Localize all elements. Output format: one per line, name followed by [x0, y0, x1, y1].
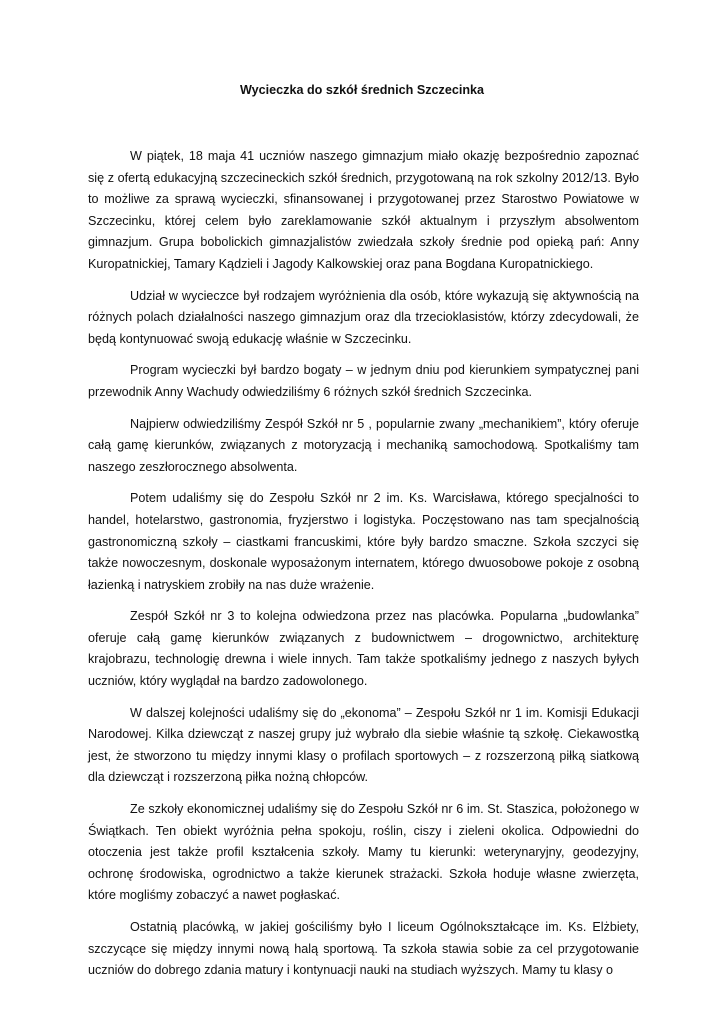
paragraph-5: Potem udaliśmy się do Zespołu Szkół nr 2 im. Ks. Warcisława, którego specjalności to handel, hotelarstwo, gastronomia, fryzjerstwo i logistyka. Poczęstowano nas tam specjalnością gastronomiczną szkoły – ciastkami francuskimi, które były bardzo smaczne. Szkoła szczyci się także nowoczesnym, doskonale wyposażonym internatem, którego dwuosobowe pokoje z osobną łazienką i natryskiem zrobiły na nas duże wrażenie.	[88, 491, 639, 592]
paragraph-1: W piątek, 18 maja 41 uczniów naszego gimnazjum miało okazję bezpośrednio zapoznać się z ofertą edukacyjną szczecineckich szkół średnich, przygotowaną na rok szkolny 2012/13. Było to możliwe za sprawą wycieczki, sfinansowanej i przygotowanej przez Starostwo Powiatowe w Szczecinku, której celem było zareklamowanie szkół aktualnym i przyszłym absolwentom gimnazjum. Grupa bobolickich gimnazjalistów zwiedzała szkoły średnie pod opieką pań: Anny Kuropatnickiej, Tamary Kądzieli i Jagody Kalkowskiej oraz pana Bogdana Kuropatnickiego.	[88, 149, 639, 271]
paragraph-9: Ostatnią placówką, w jakiej gościliśmy było I liceum Ogólnokształcące im. Ks. Elżbiety, szczycące się między innymi nową halą sportową. Ta szkoła stawia sobie za cel przygotowanie uczniów do dobrego zdania matury i kontynuacji nauki na studiach wyższych. Mamy tu klasy o	[88, 920, 639, 978]
paragraph-4: Najpierw odwiedziliśmy Zespół Szkół nr 5 , popularnie zwany „mechanikiem”, który oferuje całą gamę kierunków, związanych z motoryzacją i mechaniką samochodową. Spotkaliśmy tam naszego zeszłorocznego absolwenta.	[88, 416, 639, 474]
paragraph-6: Zespół Szkół nr 3 to kolejna odwiedzona przez nas placówka. Popularna „budowlanka” oferuje całą gamę kierunków związanych z budownictwem – drogownictwo, architekturę krajobrazu, technologię drewna i wiele innych. Tam także spotkaliśmy jednego z naszych byłych uczniów, który wyglądał na bardzo zadowolonego.	[88, 609, 639, 689]
paragraph-2: Udział w wycieczce był rodzajem wyróżnienia dla osób, które wykazują się aktywnością na różnych polach działalności naszego gimnazjum oraz dla trzecioklasistów, którzy zdecydowali, że będą kontynuować swoją edukację właśnie w Szczecinku.	[88, 288, 639, 346]
document-body	[88, 146, 639, 982]
paragraph-8: Ze szkoły ekonomicznej udaliśmy się do Zespołu Szkół nr 6 im. St. Staszica, położonego w Świątkach. Ten obiekt wyróżnia pełna spokoju, roślin, ciszy i zieleni okolica. Odpowiedni do otoczenia jest także profil kształcenia szkoły. Mamy tu kierunki: weterynaryjny, geodezyjny, ochronę środowiska, ogrodnictwo a także kierunek strażacki. Szkoła hoduje własne zwierzęta, które mogliśmy zobaczyć a nawet pogłaskać.	[88, 802, 639, 903]
document-title: Wycieczka do szkół średnich Szczecinka	[239, 83, 485, 97]
paragraph-7: W dalszej kolejności udaliśmy się do „ekonoma” – Zespołu Szkół nr 1 im. Komisji Edukacji Narodowej. Kilka dziewcząt z naszej grupy już wybrało dla siebie właśnie tą szkołę. Ciekawostką jest, że stworzono tu między innymi klasy o profilach sportowych – z rozszerzoną piłką siatkową dla dziewcząt i rozszerzoną piłka nożną chłopców.	[88, 705, 639, 785]
paragraph-3: Program wycieczki był bardzo bogaty – w jednym dniu pod kierunkiem sympatycznej pani przewodnik Anny Wachudy odwiedziliśmy 6 różnych szkół średnich Szczecinka.	[88, 363, 639, 399]
